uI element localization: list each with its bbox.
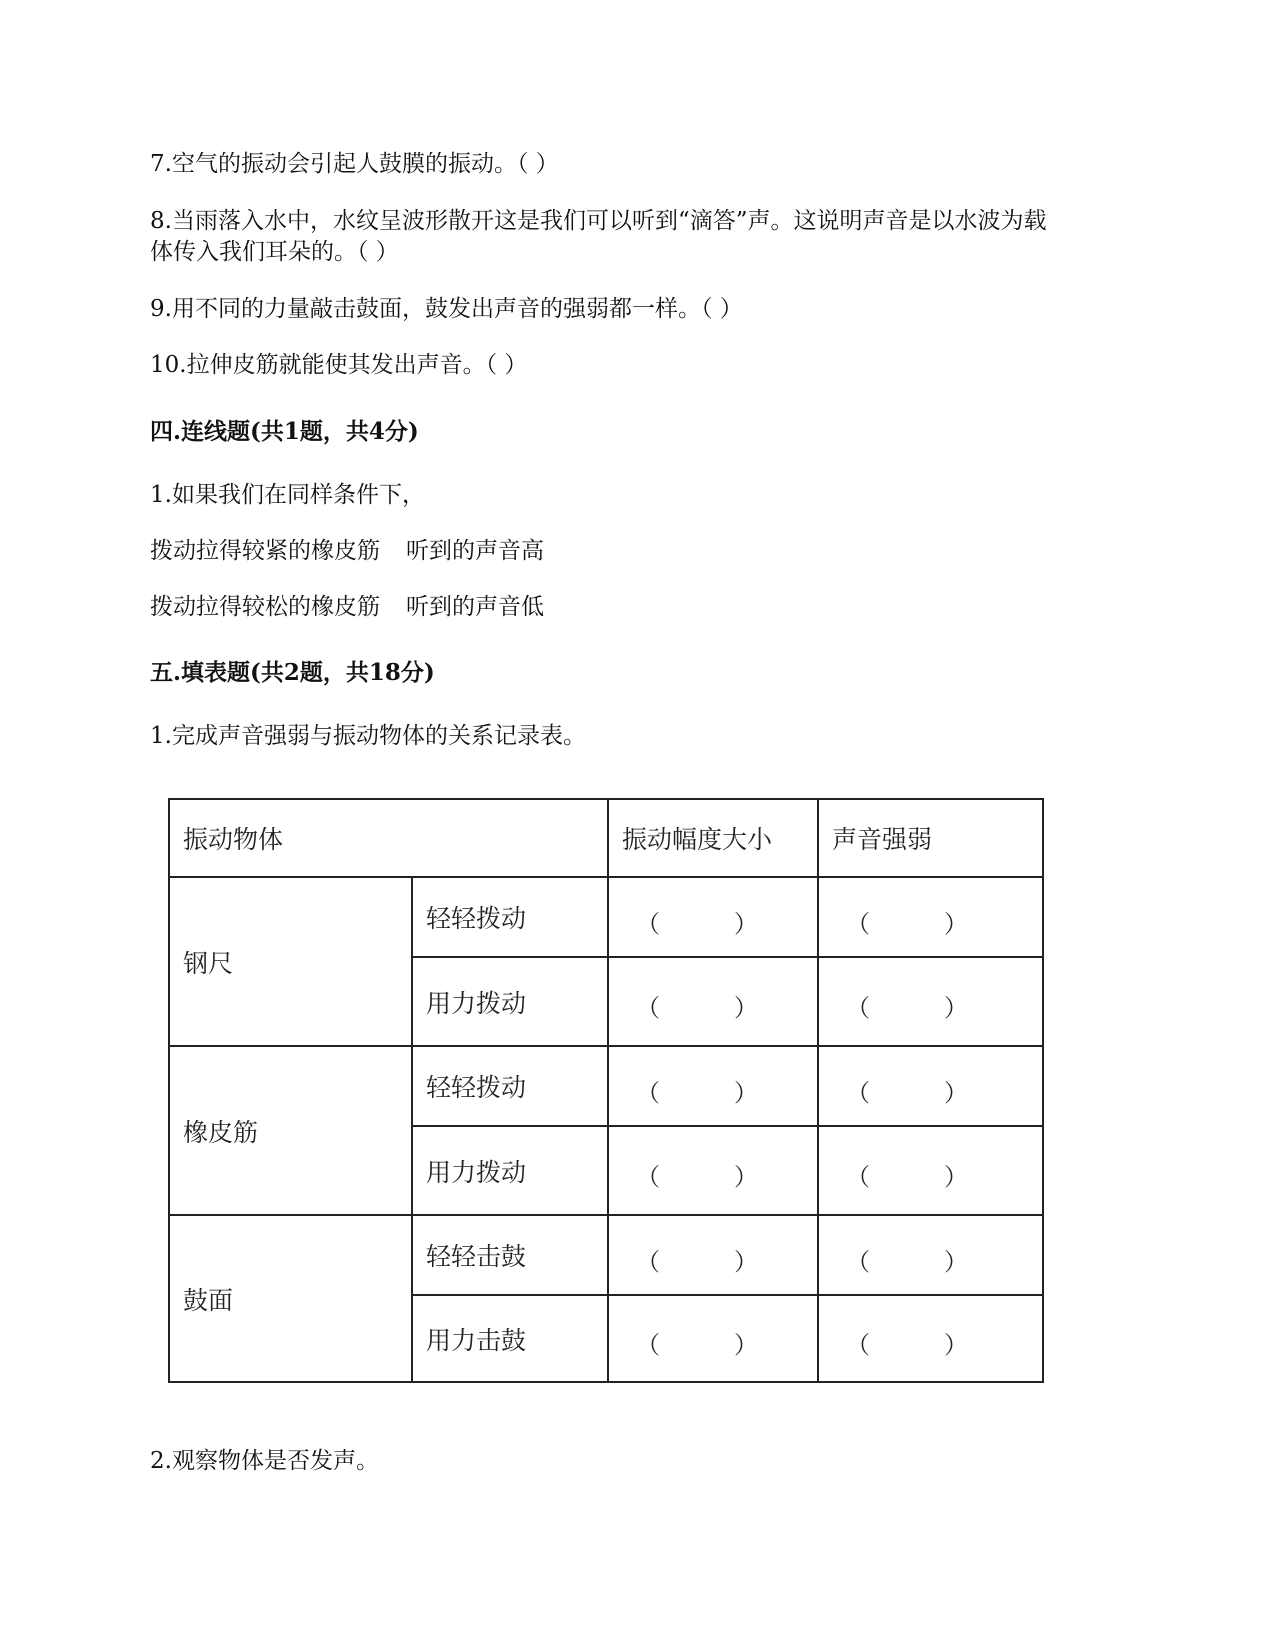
section-5-question-2: 2.观察物体是否发声。 bbox=[150, 1448, 379, 1474]
action-cell: 用力击鼓 bbox=[412, 1295, 608, 1382]
action-cell: 用力拨动 bbox=[412, 1126, 608, 1215]
action-cell: 轻轻拨动 bbox=[412, 877, 608, 957]
question-10: 10.拉伸皮筋就能使其发出声音。（ ） bbox=[150, 352, 528, 378]
question-8-line-2: 体传入我们耳朵的。（ ） bbox=[150, 239, 399, 265]
matching-row bbox=[150, 536, 544, 567]
table-row bbox=[169, 1215, 1043, 1295]
question-8-line-1: 8.当雨落入水中，水纹呈波形散开这是我们可以听到“滴答”声。这说明声音是以水波为载 bbox=[150, 208, 1047, 234]
loudness-blank[interactable]: （ ） bbox=[818, 1126, 1043, 1215]
question-7: 7.空气的振动会引起人鼓膜的振动。（ ） bbox=[150, 151, 559, 177]
loudness-blank[interactable]: （ ） bbox=[818, 1295, 1043, 1382]
amplitude-blank[interactable]: （ ） bbox=[608, 1046, 818, 1126]
matching-left: 拨动拉得较紧的橡皮筋 bbox=[150, 538, 380, 564]
header-object: 振动物体 bbox=[169, 799, 608, 877]
object-cell: 钢尺 bbox=[169, 877, 412, 1046]
amplitude-blank[interactable]: （ ） bbox=[608, 1126, 818, 1215]
table-row bbox=[169, 877, 1043, 957]
amplitude-blank[interactable]: （ ） bbox=[608, 877, 818, 957]
question-9: 9.用不同的力量敲击鼓面，鼓发出声音的强弱都一样。（ ） bbox=[150, 296, 743, 322]
amplitude-blank[interactable]: （ ） bbox=[608, 1215, 818, 1295]
loudness-blank[interactable]: （ ） bbox=[818, 877, 1043, 957]
matching-row bbox=[150, 592, 544, 623]
action-cell: 用力拨动 bbox=[412, 957, 608, 1046]
loudness-blank[interactable]: （ ） bbox=[818, 1215, 1043, 1295]
loudness-blank[interactable]: （ ） bbox=[818, 957, 1043, 1046]
table-header-row bbox=[169, 799, 1043, 877]
table-row bbox=[169, 1046, 1043, 1126]
section-5-title: 五.填表题(共2题，共18分) bbox=[150, 659, 435, 686]
header-amplitude: 振动幅度大小 bbox=[608, 799, 818, 877]
matching-right: 听到的声音低 bbox=[406, 594, 544, 620]
matching-right: 听到的声音高 bbox=[406, 538, 544, 564]
matching-left: 拨动拉得较松的橡皮筋 bbox=[150, 594, 380, 620]
record-table bbox=[168, 798, 1044, 1383]
section-4-question: 1.如果我们在同样条件下， bbox=[150, 482, 425, 508]
loudness-blank[interactable]: （ ） bbox=[818, 1046, 1043, 1126]
section-5-question-1: 1.完成声音强弱与振动物体的关系记录表。 bbox=[150, 723, 586, 749]
amplitude-blank[interactable]: （ ） bbox=[608, 1295, 818, 1382]
header-loudness: 声音强弱 bbox=[818, 799, 1043, 877]
amplitude-blank[interactable]: （ ） bbox=[608, 957, 818, 1046]
object-cell: 鼓面 bbox=[169, 1215, 412, 1382]
section-4-title: 四.连线题(共1题，共4分) bbox=[150, 418, 419, 445]
object-cell: 橡皮筋 bbox=[169, 1046, 412, 1215]
action-cell: 轻轻击鼓 bbox=[412, 1215, 608, 1295]
action-cell: 轻轻拨动 bbox=[412, 1046, 608, 1126]
